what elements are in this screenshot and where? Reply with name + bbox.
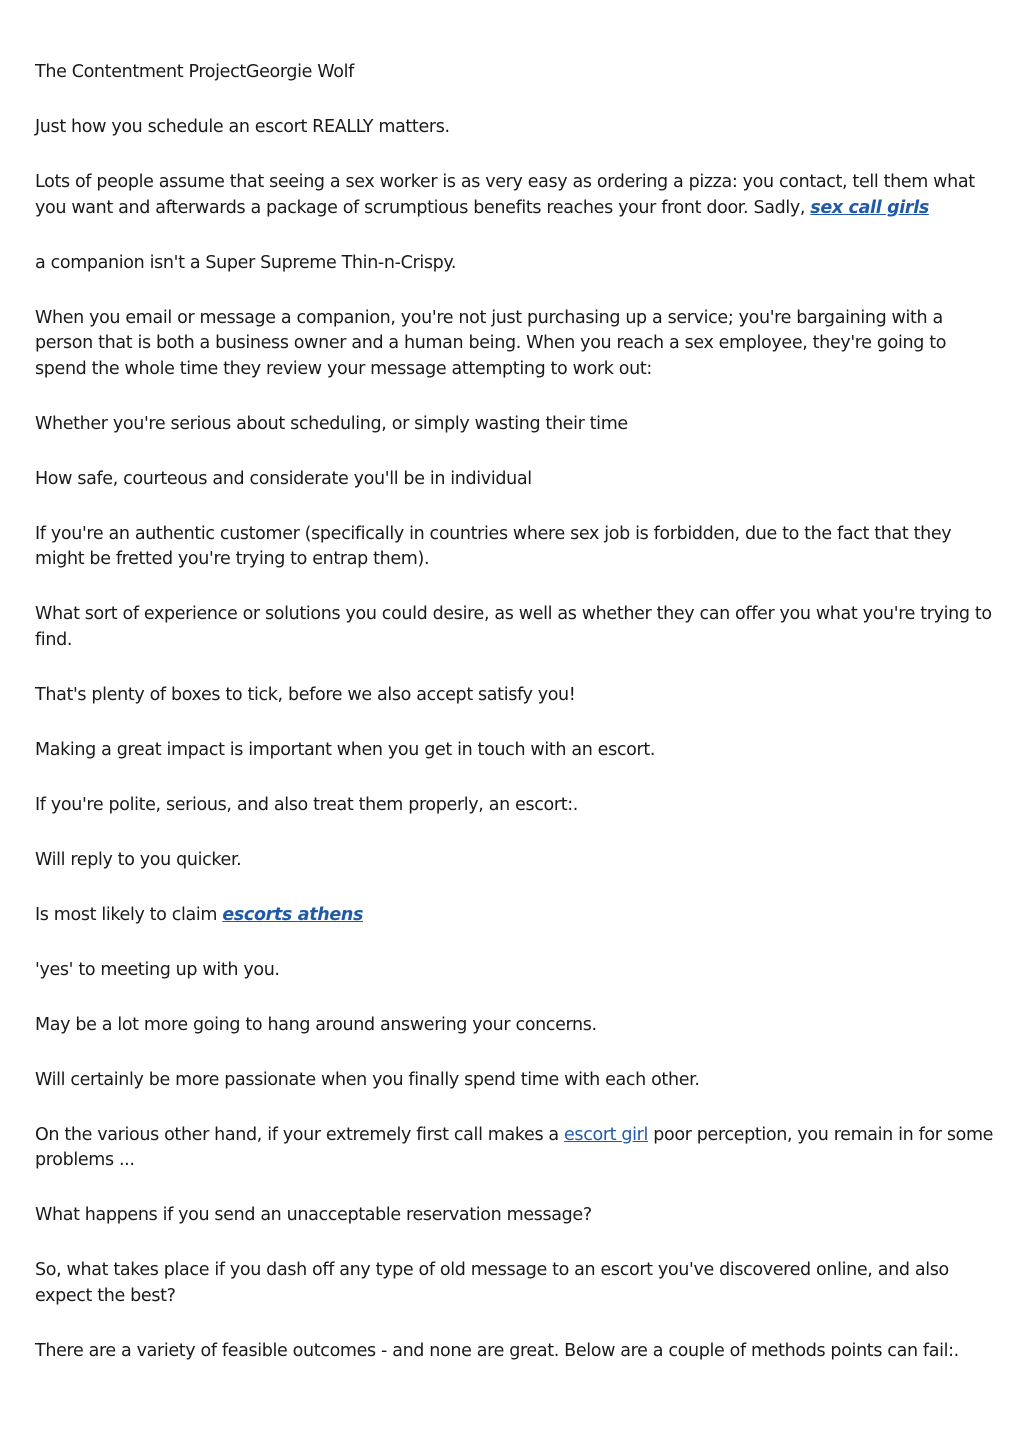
section-question: What happens if you send an unacceptable reservation message? — [35, 1205, 592, 1225]
paragraph-text: poor perception, you remain in for some problems ... — [35, 1124, 994, 1170]
byline: The Contentment ProjectGeorgie Wolf — [35, 62, 354, 82]
paragraph: 'yes' to meeting up with you. — [35, 959, 280, 980]
paragraph: a companion isn't a Super Supreme Thin-n-Crispy. — [35, 252, 457, 273]
list-item: If you're an authentic customer (specifically in countries where sex job is forbidden, due to the fact that they might be fretted you're trying to entrap them). — [35, 523, 952, 569]
paragraph — [35, 170, 995, 221]
paragraph: Making a great impact is important when you get in touch with an escort. — [35, 739, 656, 760]
list-item: Will certainly be more passionate when you finally spend time with each other. — [35, 1069, 700, 1090]
list-item: How safe, courteous and considerate you'll be in individual — [35, 468, 532, 489]
link-sex-call-girls[interactable]: sex call girls — [810, 197, 929, 218]
list-item — [35, 903, 995, 929]
paragraph-text: On the various other hand, if your extremely first call makes a — [35, 1124, 565, 1145]
paragraph: If you're polite, serious, and also treat them properly, an escort:. — [35, 794, 578, 815]
paragraph: So, what takes place if you dash off any type of old message to an escort you've discovered online, and also expect the best? — [35, 1260, 949, 1306]
paragraph: That's plenty of boxes to tick, before we also accept satisfy you! — [35, 684, 576, 705]
list-item: Will reply to you quicker. — [35, 849, 242, 870]
list-item: What sort of experience or solutions you could desire, as well as whether they can offer you what you're trying to find. — [35, 604, 992, 650]
link-escorts-athens[interactable]: escorts athens — [222, 904, 364, 925]
paragraph-text: Lots of people assume that seeing a sex worker is as very easy as ordering a pizza: you contact, tell them what you want and afterwards a package of scrumptious benefits reaches your front door. Sadly, — [35, 172, 975, 218]
list-item: May be a lot more going to hang around answering your concerns. — [35, 1014, 597, 1035]
article-body — [35, 60, 995, 1394]
paragraph — [35, 1123, 995, 1174]
list-item: Whether you're serious about scheduling, or simply wasting their time — [35, 413, 628, 434]
paragraph: When you email or message a companion, you're not just purchasing up a service; you're bargaining with a person that is both a business owner and a human being. When you reach a sex employee, they're going to spend the whole time they review your message attempting to work out: — [35, 307, 947, 379]
paragraph-text: Is most likely to claim — [35, 904, 223, 925]
paragraph: Just how you schedule an escort REALLY matters. — [35, 117, 450, 137]
paragraph: There are a variety of feasible outcomes - and none are great. Below are a couple of methods points can fail:. — [35, 1340, 959, 1361]
link-escort-girl[interactable]: escort girl — [564, 1124, 649, 1145]
